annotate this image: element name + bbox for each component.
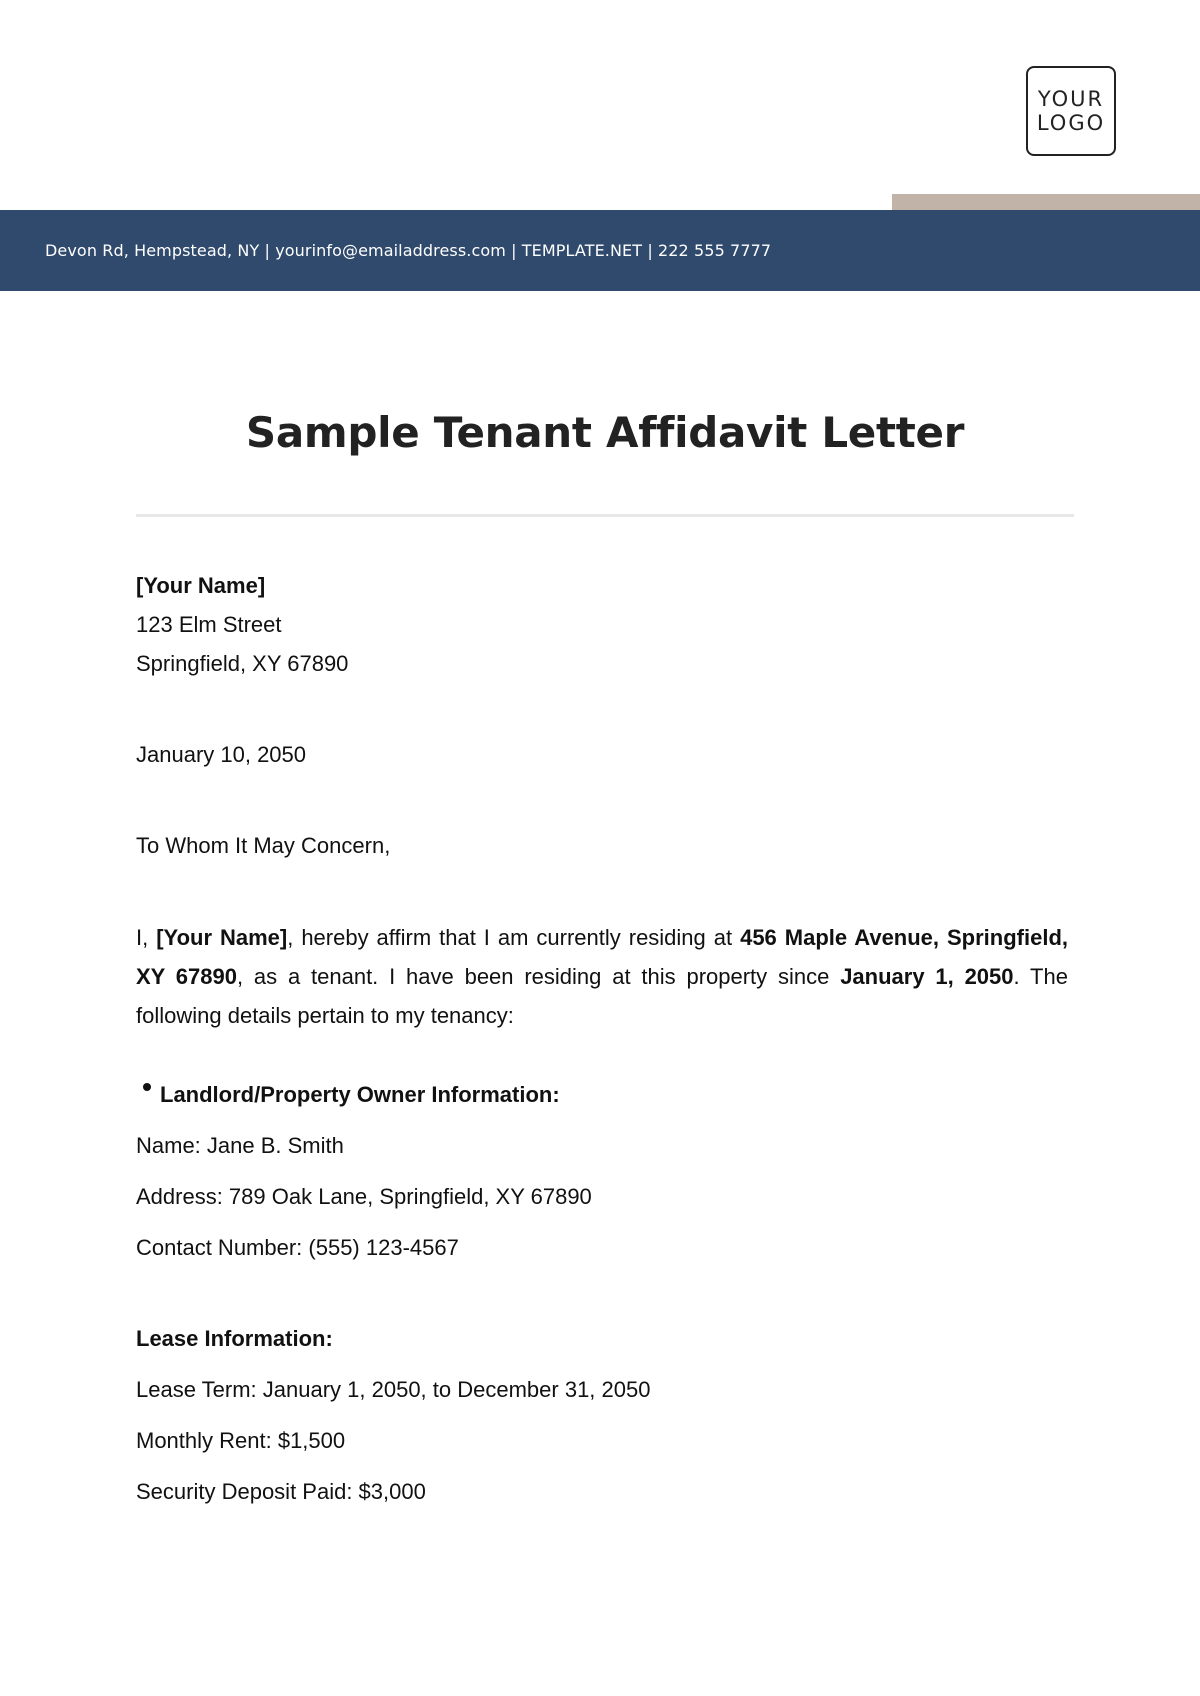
lease-heading: Lease Information: xyxy=(136,1326,333,1351)
intro-property-address: 456 Maple Avenue, Springfield, XY 67890 xyxy=(136,925,1068,989)
document-title: Sample Tenant Affidavit Letter xyxy=(245,408,965,457)
logo-text-line2: LOGO xyxy=(1036,111,1106,135)
sender-city: Springfield, XY 67890 xyxy=(136,651,349,676)
intro-text-4: . The following details pertain to my tenancy: xyxy=(136,964,1068,1028)
intro-text-3: , as a tenant. I have been residing at this property since xyxy=(236,964,841,989)
letter-date: January 10, 2050 xyxy=(136,742,307,767)
bullet-icon xyxy=(143,1083,151,1091)
landlord-name: Name: Jane B. Smith xyxy=(136,1133,344,1158)
intro-your-name: [Your Name] xyxy=(156,925,288,950)
sender-name: [Your Name] xyxy=(136,573,266,598)
sender-street: 123 Elm Street xyxy=(136,612,282,637)
landlord-address: Address: 789 Oak Lane, Springfield, XY 67890 xyxy=(136,1184,592,1209)
contact-header-band xyxy=(0,210,1200,291)
security-deposit: Security Deposit Paid: $3,000 xyxy=(136,1479,426,1504)
title-divider xyxy=(136,514,1074,517)
lease-term: Lease Term: January 1, 2050, to December 31, 2050 xyxy=(136,1377,651,1402)
intro-since-date: January 1, 2050 xyxy=(840,964,1014,989)
intro-text-2: , hereby affirm that I am currently residing at xyxy=(287,925,741,950)
intro-text-1: I, xyxy=(136,925,157,950)
monthly-rent: Monthly Rent: $1,500 xyxy=(136,1428,346,1453)
landlord-heading: Landlord/Property Owner Information: xyxy=(160,1082,560,1107)
salutation: To Whom It May Concern, xyxy=(136,833,391,858)
logo-text-line1: YOUR xyxy=(1037,87,1105,111)
landlord-contact: Contact Number: (555) 123-4567 xyxy=(136,1235,459,1260)
intro-paragraph xyxy=(136,918,1068,1035)
logo-placeholder xyxy=(1026,66,1116,156)
contact-line: Devon Rd, Hempstead, NY | yourinfo@emailaddress.com | TEMPLATE.NET | 222 555 7777 xyxy=(45,241,772,260)
